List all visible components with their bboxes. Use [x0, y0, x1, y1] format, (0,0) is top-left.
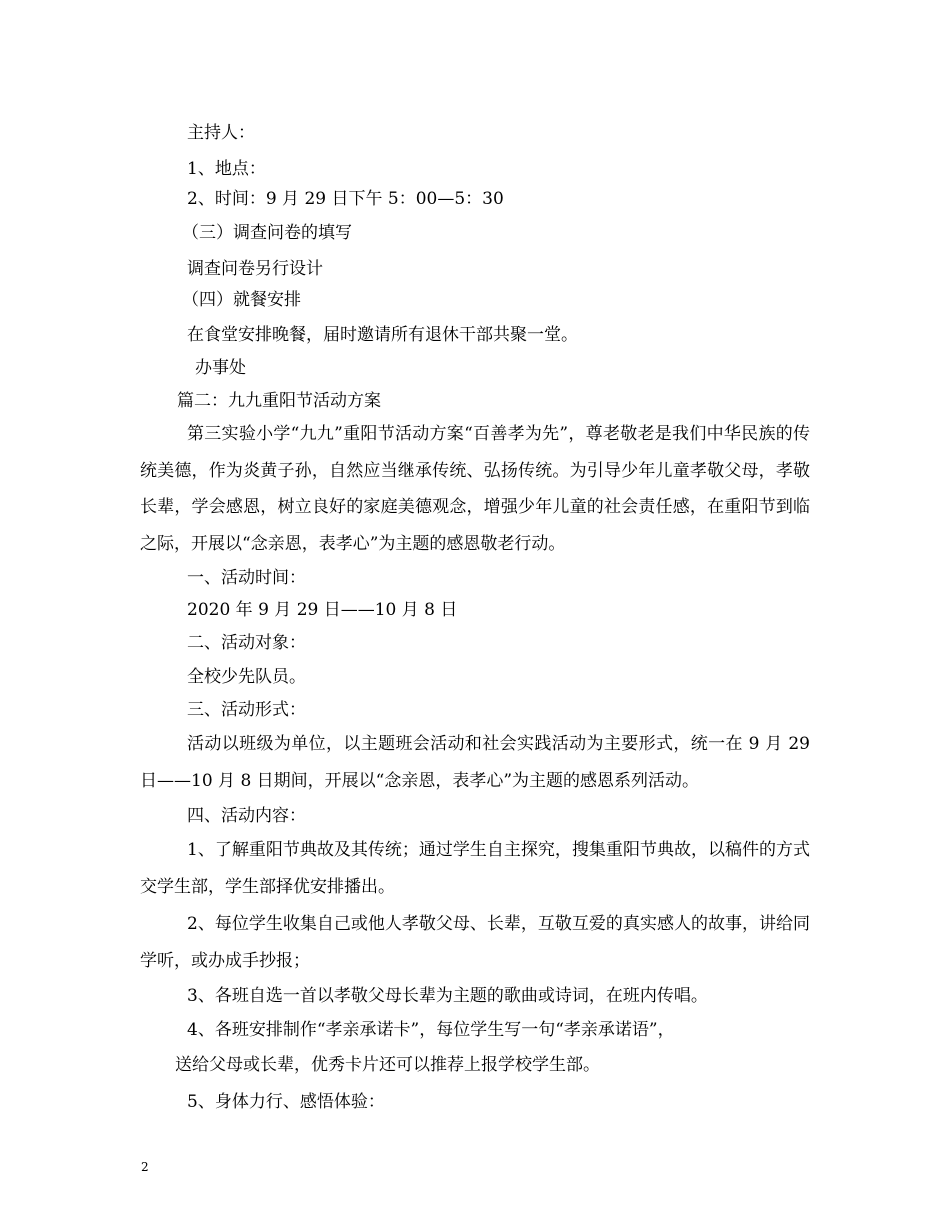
item1-paragraph: 1、了解重阳节典故及其传统；通过学生自主探究，搜集重阳节典故，以稿件的方式交学生部，学生部择优安排播出。: [140, 840, 810, 897]
section4-heading: 四、活动内容：: [187, 806, 306, 826]
section3-paragraph: 活动以班级为单位，以主题班会活动和社会实践活动为主要形式，统一在 9 月 29 日——10 月 8 日期间，开展以“念亲恩，表孝心”为主题的感恩系列活动。: [140, 734, 810, 791]
dining-heading: （四）就餐安排: [182, 290, 301, 310]
survey-heading: （三）调查问卷的填写: [182, 223, 352, 243]
item2-paragraph: 2、每位学生收集自己或他人孝敬父母、长辈，互敬互爱的真实感人的故事，讲给同学听，或办成手抄报；: [140, 914, 810, 971]
part2-title: 篇二：九九重阳节活动方案: [177, 391, 381, 411]
office-line: 办事处: [195, 358, 246, 378]
item5-line: 5、身体力行、感悟体验：: [187, 1092, 385, 1112]
page-number: 2: [141, 1160, 149, 1174]
section1-heading: 一、活动时间：: [187, 568, 306, 588]
section1-text: 2020 年 9 月 29 日——10 月 8 日: [187, 600, 458, 620]
intro-paragraph: 第三实验小学“九九”重阳节活动方案“百善孝为先”，尊老敬老是我们中华民族的传统美德，作为炎黄子孙，自然应当继承传统、弘扬传统。为引导少年儿童孝敬父母，孝敬长辈，学会感恩，树立良好的家庭美德观念，增强少年儿童的社会责任感，在重阳节到临之际，开展以“念亲恩，表孝心”为主题的感恩敬老行动。: [140, 424, 810, 554]
host-line: 主持人：: [187, 123, 255, 143]
section3-heading: 三、活动形式：: [187, 700, 306, 720]
item4-line2: 送给父母或长辈，优秀卡片还可以推荐上报学校学生部。: [175, 1055, 600, 1075]
item4-line1: 4、各班安排制作“孝亲承诺卡”，每位学生写一句“孝亲承诺语”，: [187, 1020, 675, 1040]
location-line: 1、地点：: [187, 159, 266, 179]
time-line: 2、时间：9 月 29 日下午 5：00—5：30: [187, 189, 504, 209]
item3-line: 3、各班自选一首以孝敬父母长辈为主题的歌曲或诗词，在班内传唱。: [187, 986, 708, 1006]
survey-text: 调查问卷另行设计: [187, 259, 323, 279]
dining-text: 在食堂安排晚餐，届时邀请所有退休干部共聚一堂。: [187, 325, 578, 345]
section2-heading: 二、活动对象：: [187, 633, 306, 653]
section2-text: 全校少先队员。: [187, 667, 306, 687]
